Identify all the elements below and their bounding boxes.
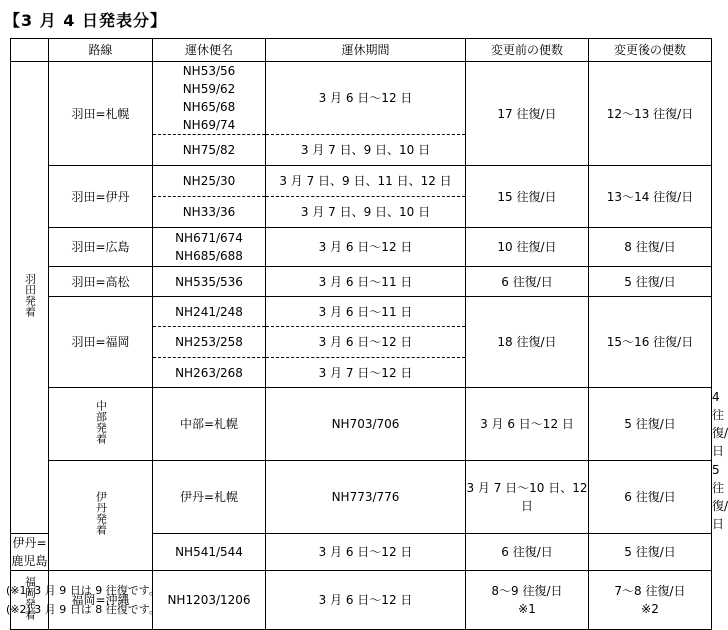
header-row — [11, 39, 712, 62]
route-cell: 羽田=高松 — [49, 267, 153, 297]
before-cell: 17 往復/日 — [466, 62, 589, 166]
after-cell: 5 往復/日 — [589, 534, 712, 571]
flights-cell: NH263/268 — [153, 358, 266, 388]
route-cell: 福岡=沖縄 — [49, 571, 153, 630]
flights-cell: NH53/56 NH59/62 NH65/68 NH69/74 — [153, 62, 266, 135]
flights-cell: NH773/776 — [266, 461, 466, 534]
after-cell: 15～16 往復/日 — [589, 297, 712, 388]
flights-cell: NH253/258 — [153, 327, 266, 358]
after-cell: 5 往復/日 — [589, 267, 712, 297]
flights-cell: NH75/82 — [153, 135, 266, 166]
page-title: 【3 月 4 日発表分】 — [4, 11, 167, 30]
route-cell: 羽田=伊丹 — [49, 166, 153, 228]
flights-cell: NH671/674 NH685/688 — [153, 228, 266, 267]
after-cell: 12～13 往復/日 — [589, 62, 712, 166]
flights-cell: NH703/706 — [266, 388, 466, 461]
period-cell: 3 月 7 日、9 日、10 日 — [266, 197, 466, 228]
period-cell: 3 月 6 日～12 日 — [466, 388, 589, 461]
table-row — [11, 166, 712, 197]
flights-cell: NH541/544 — [153, 534, 266, 571]
route-cell: 羽田=札幌 — [49, 62, 153, 166]
table-row — [11, 62, 712, 135]
group-label: 中部発着 — [94, 399, 108, 444]
footnote-2: (※2) 3 月 9 日は 8 往復です。 — [6, 603, 160, 616]
after-cell: 7～8 往復/日 ※2 — [589, 571, 712, 630]
flights-cell: NH535/536 — [153, 267, 266, 297]
period-cell: 3 月 6 日～12 日 — [266, 534, 466, 571]
table-row — [11, 297, 712, 327]
period-cell: 3 月 6 日～12 日 — [266, 327, 466, 358]
period-cell: 3 月 6 日～11 日 — [266, 267, 466, 297]
header-period: 運休期間 — [266, 39, 466, 62]
group-label: 伊丹発着 — [94, 491, 108, 535]
before-cell: 5 往復/日 — [589, 388, 712, 461]
route-cell: 伊丹=鹿児島 — [11, 534, 49, 571]
period-cell: 3 月 7 日、9 日、10 日 — [266, 135, 466, 166]
header-flights: 運休便名 — [153, 39, 266, 62]
route-cell: 中部=札幌 — [153, 388, 266, 461]
route-cell: 伊丹=札幌 — [153, 461, 266, 534]
before-cell: 18 往復/日 — [466, 297, 589, 388]
group-label: 福岡発着 — [23, 575, 37, 620]
period-cell: 3 月 6 日～12 日 — [266, 228, 466, 267]
table-row — [11, 228, 712, 267]
table-row — [11, 571, 712, 630]
period-cell: 3 月 7 日～10 日、12 日 — [466, 461, 589, 534]
group-label: 羽田発着 — [23, 273, 37, 317]
table-row: 伊丹発着 伊丹=札幌 NH773/776 3 月 7 日～10 日、12 日 6 往復/日 5 往復/日 — [11, 461, 712, 534]
after-cell: 13～14 往復/日 — [589, 166, 712, 228]
header-route: 路線 — [49, 39, 153, 62]
period-cell: 3 月 6 日～11 日 — [266, 297, 466, 327]
route-cell: 羽田=広島 — [49, 228, 153, 267]
flights-cell: NH1203/1206 — [153, 571, 266, 630]
header-blank — [11, 39, 49, 62]
table-row — [11, 267, 712, 297]
before-cell: 15 往復/日 — [466, 166, 589, 228]
header-before: 変更前の便数 — [466, 39, 589, 62]
before-cell: 6 往復/日 — [466, 267, 589, 297]
flights-cell: NH241/248 — [153, 297, 266, 327]
group-haneda — [11, 62, 49, 534]
before-cell: 6 往復/日 — [466, 534, 589, 571]
flights-cell: NH25/30 — [153, 166, 266, 197]
before-cell: 8～9 往復/日 ※1 — [466, 571, 589, 630]
flights-cell: NH33/36 — [153, 197, 266, 228]
group-fukuoka — [11, 571, 49, 630]
period-cell: 3 月 6 日～12 日 — [266, 571, 466, 630]
before-cell: 10 往復/日 — [466, 228, 589, 267]
group-chubu — [49, 388, 153, 461]
before-cell: 6 往復/日 — [589, 461, 712, 534]
after-cell: 8 往復/日 — [589, 228, 712, 267]
footnote-1: (※1) 3 月 9 日は 9 往復です。 — [6, 584, 160, 597]
period-cell: 3 月 6 日～12 日 — [266, 62, 466, 135]
header-after: 変更後の便数 — [589, 39, 712, 62]
group-itami — [49, 461, 153, 571]
period-cell: 3 月 7 日、9 日、11 日、12 日 — [266, 166, 466, 197]
route-cell: 羽田=福岡 — [49, 297, 153, 388]
suspension-table — [10, 38, 728, 630]
period-cell: 3 月 7 日～12 日 — [266, 358, 466, 388]
table-row: 中部発着 中部=札幌 NH703/706 3 月 6 日～12 日 5 往復/日 4 往復/日 — [11, 388, 712, 461]
